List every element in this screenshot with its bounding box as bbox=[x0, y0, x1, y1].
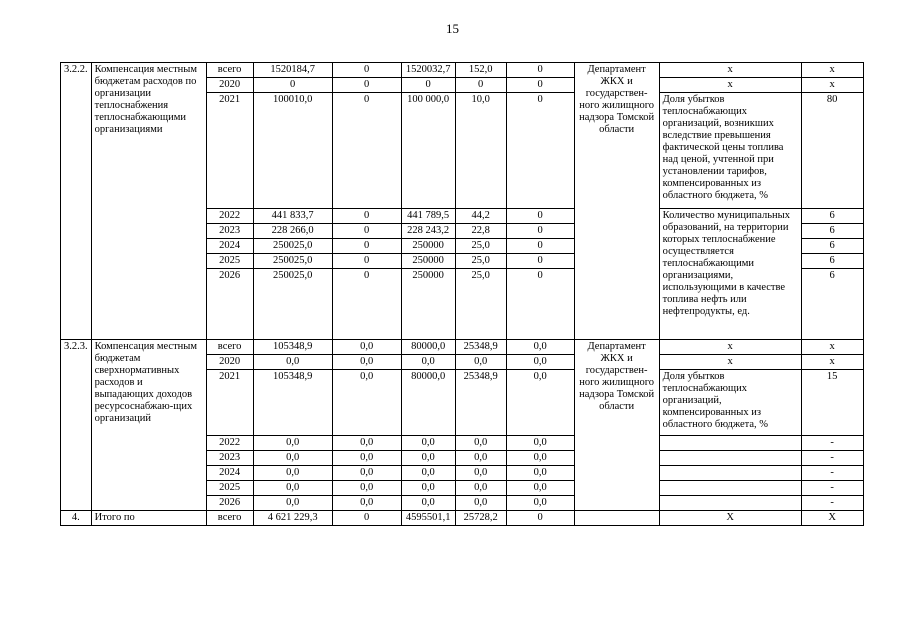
federal-cell: 0,0 bbox=[332, 496, 401, 511]
regional-cell: 0,0 bbox=[401, 496, 455, 511]
federal-cell: 0 bbox=[332, 93, 401, 209]
local-cell: 0,0 bbox=[455, 355, 506, 370]
period-cell: 2025 bbox=[206, 254, 253, 269]
other-cell: 0 bbox=[506, 63, 574, 78]
federal-cell: 0,0 bbox=[332, 481, 401, 496]
value-cell: - bbox=[801, 436, 863, 451]
regional-cell: 250000 bbox=[401, 269, 455, 340]
total-cell: 250025,0 bbox=[253, 254, 332, 269]
local-cell: 152,0 bbox=[455, 63, 506, 78]
value-cell: 6 bbox=[801, 209, 863, 224]
other-cell: 0,0 bbox=[506, 370, 574, 436]
period-cell: всего bbox=[206, 340, 253, 355]
indicator-cell bbox=[659, 436, 801, 451]
regional-cell: 250000 bbox=[401, 239, 455, 254]
other-cell: 0,0 bbox=[506, 451, 574, 466]
indicator-cell: х bbox=[659, 340, 801, 355]
total-cell: 0,0 bbox=[253, 355, 332, 370]
total-row-number: 4. bbox=[61, 511, 92, 526]
federal-cell: 0 bbox=[332, 511, 401, 526]
local-cell: 0 bbox=[455, 78, 506, 93]
local-cell: 25,0 bbox=[455, 239, 506, 254]
page-number: 15 bbox=[446, 21, 459, 36]
indicator-cell: х bbox=[659, 63, 801, 78]
indicator-cell: Х bbox=[659, 511, 801, 526]
regional-cell: 250000 bbox=[401, 254, 455, 269]
total-cell: 105348,9 bbox=[253, 370, 332, 436]
regional-cell: 0 bbox=[401, 78, 455, 93]
other-cell: 0 bbox=[506, 269, 574, 340]
period-cell: 2024 bbox=[206, 239, 253, 254]
indicator-cell: Доля убытков теплоснабжающих организаций, возникших вследствие превышения фактической цены топлива над ценой, учтенной при установлении тарифов, компенсированных из областного бюджета, % bbox=[659, 93, 801, 209]
value-cell: 80 bbox=[801, 93, 863, 209]
total-cell: 250025,0 bbox=[253, 269, 332, 340]
total-cell: 100010,0 bbox=[253, 93, 332, 209]
total-row bbox=[61, 511, 864, 526]
local-cell: 0,0 bbox=[455, 451, 506, 466]
regional-cell: 0,0 bbox=[401, 451, 455, 466]
federal-cell: 0 bbox=[332, 63, 401, 78]
other-cell: 0,0 bbox=[506, 481, 574, 496]
federal-cell: 0 bbox=[332, 224, 401, 239]
federal-cell: 0,0 bbox=[332, 340, 401, 355]
other-cell: 0 bbox=[506, 209, 574, 224]
total-cell: 105348,9 bbox=[253, 340, 332, 355]
value-cell: 15 bbox=[801, 370, 863, 436]
federal-cell: 0 bbox=[332, 78, 401, 93]
regional-cell: 0,0 bbox=[401, 436, 455, 451]
responsible-cell: Департамент ЖКХ и государствен-ного жилищного надзора Томской области bbox=[574, 340, 659, 511]
value-cell: - bbox=[801, 466, 863, 481]
table-row bbox=[61, 63, 864, 78]
other-cell: 0 bbox=[506, 93, 574, 209]
federal-cell: 0 bbox=[332, 209, 401, 224]
regional-cell: 441 789,5 bbox=[401, 209, 455, 224]
other-cell: 0 bbox=[506, 224, 574, 239]
federal-cell: 0,0 bbox=[332, 355, 401, 370]
regional-cell: 0,0 bbox=[401, 355, 455, 370]
total-cell: 0,0 bbox=[253, 436, 332, 451]
local-cell: 25,0 bbox=[455, 254, 506, 269]
period-cell: всего bbox=[206, 63, 253, 78]
section-title: Компенсация местным бюджетам сверхнормативных расходов и выпадающих доходов ресурсоснабжаю-щих организаций bbox=[91, 340, 206, 511]
local-cell: 44,2 bbox=[455, 209, 506, 224]
federal-cell: 0 bbox=[332, 269, 401, 340]
local-cell: 0,0 bbox=[455, 481, 506, 496]
other-cell: 0 bbox=[506, 254, 574, 269]
regional-cell: 4595501,1 bbox=[401, 511, 455, 526]
period-cell: 2020 bbox=[206, 78, 253, 93]
section-number: 3.2.2. bbox=[61, 63, 92, 340]
total-cell: 4 621 229,3 bbox=[253, 511, 332, 526]
local-cell: 0,0 bbox=[455, 436, 506, 451]
total-cell: 228 266,0 bbox=[253, 224, 332, 239]
federal-cell: 0 bbox=[332, 254, 401, 269]
other-cell: 0,0 bbox=[506, 436, 574, 451]
total-cell: 0,0 bbox=[253, 466, 332, 481]
section-number: 3.2.3. bbox=[61, 340, 92, 511]
federal-cell: 0,0 bbox=[332, 370, 401, 436]
indicator-cell: Доля убытков теплоснабжающих организаций, компенсированных из областного бюджета, % bbox=[659, 370, 801, 436]
value-cell: Х bbox=[801, 511, 863, 526]
period-cell: 2021 bbox=[206, 93, 253, 209]
indicator-cell: х bbox=[659, 355, 801, 370]
total-row-title: Итого по bbox=[91, 511, 206, 526]
period-cell: 2025 bbox=[206, 481, 253, 496]
total-cell: 0,0 bbox=[253, 481, 332, 496]
local-cell: 25,0 bbox=[455, 269, 506, 340]
local-cell: 22,8 bbox=[455, 224, 506, 239]
federal-cell: 0,0 bbox=[332, 436, 401, 451]
local-cell: 0,0 bbox=[455, 466, 506, 481]
period-cell: 2023 bbox=[206, 451, 253, 466]
local-cell: 10,0 bbox=[455, 93, 506, 209]
other-cell: 0,0 bbox=[506, 496, 574, 511]
local-cell: 25728,2 bbox=[455, 511, 506, 526]
regional-cell: 80000,0 bbox=[401, 370, 455, 436]
local-cell: 25348,9 bbox=[455, 340, 506, 355]
period-cell: 2020 bbox=[206, 355, 253, 370]
local-cell: 25348,9 bbox=[455, 370, 506, 436]
value-cell: 6 bbox=[801, 224, 863, 239]
value-cell: - bbox=[801, 451, 863, 466]
period-cell: 2026 bbox=[206, 496, 253, 511]
total-cell: 1520184,7 bbox=[253, 63, 332, 78]
responsible-cell: Департамент ЖКХ и государствен-ного жилищного надзора Томской области bbox=[574, 63, 659, 340]
federal-cell: 0 bbox=[332, 239, 401, 254]
total-cell: 0,0 bbox=[253, 496, 332, 511]
federal-cell: 0,0 bbox=[332, 466, 401, 481]
other-cell: 0,0 bbox=[506, 340, 574, 355]
indicator-cell bbox=[659, 481, 801, 496]
value-cell: 6 bbox=[801, 269, 863, 340]
value-cell: 6 bbox=[801, 254, 863, 269]
value-cell: - bbox=[801, 496, 863, 511]
responsible-cell bbox=[574, 511, 659, 526]
indicator-cell: х bbox=[659, 78, 801, 93]
value-cell: - bbox=[801, 481, 863, 496]
local-cell: 0,0 bbox=[455, 496, 506, 511]
regional-cell: 228 243,2 bbox=[401, 224, 455, 239]
indicator-cell bbox=[659, 451, 801, 466]
regional-cell: 0,0 bbox=[401, 481, 455, 496]
regional-cell: 1520032,7 bbox=[401, 63, 455, 78]
table-row bbox=[61, 340, 864, 355]
other-cell: 0 bbox=[506, 239, 574, 254]
indicator-cell bbox=[659, 466, 801, 481]
value-cell: х bbox=[801, 355, 863, 370]
value-cell: х bbox=[801, 63, 863, 78]
regional-cell: 100 000,0 bbox=[401, 93, 455, 209]
period-cell: 2023 bbox=[206, 224, 253, 239]
total-cell: 250025,0 bbox=[253, 239, 332, 254]
total-cell: 0 bbox=[253, 78, 332, 93]
period-cell: 2026 bbox=[206, 269, 253, 340]
value-cell: х bbox=[801, 78, 863, 93]
value-cell: х bbox=[801, 340, 863, 355]
period-cell: 2022 bbox=[206, 436, 253, 451]
regional-cell: 80000,0 bbox=[401, 340, 455, 355]
regional-cell: 0,0 bbox=[401, 466, 455, 481]
period-cell: 2021 bbox=[206, 370, 253, 436]
program-table bbox=[60, 62, 864, 526]
other-cell: 0,0 bbox=[506, 466, 574, 481]
other-cell: 0,0 bbox=[506, 355, 574, 370]
total-cell: 0,0 bbox=[253, 451, 332, 466]
section-title: Компенсация местным бюджетам расходов по организации теплоснабжения теплоснабжающими организациями bbox=[91, 63, 206, 340]
period-cell: 2022 bbox=[206, 209, 253, 224]
period-cell: всего bbox=[206, 511, 253, 526]
indicator-cell bbox=[659, 496, 801, 511]
period-cell: 2024 bbox=[206, 466, 253, 481]
other-cell: 0 bbox=[506, 78, 574, 93]
indicator-cell: Количество муниципальных образований, на территории которых теплоснабжение осуществляется теплоснабжающими организациями, использующими в качестве топлива нефть или нефтепродукты, ед. bbox=[659, 209, 801, 340]
other-cell: 0 bbox=[506, 511, 574, 526]
value-cell: 6 bbox=[801, 239, 863, 254]
federal-cell: 0,0 bbox=[332, 451, 401, 466]
total-cell: 441 833,7 bbox=[253, 209, 332, 224]
